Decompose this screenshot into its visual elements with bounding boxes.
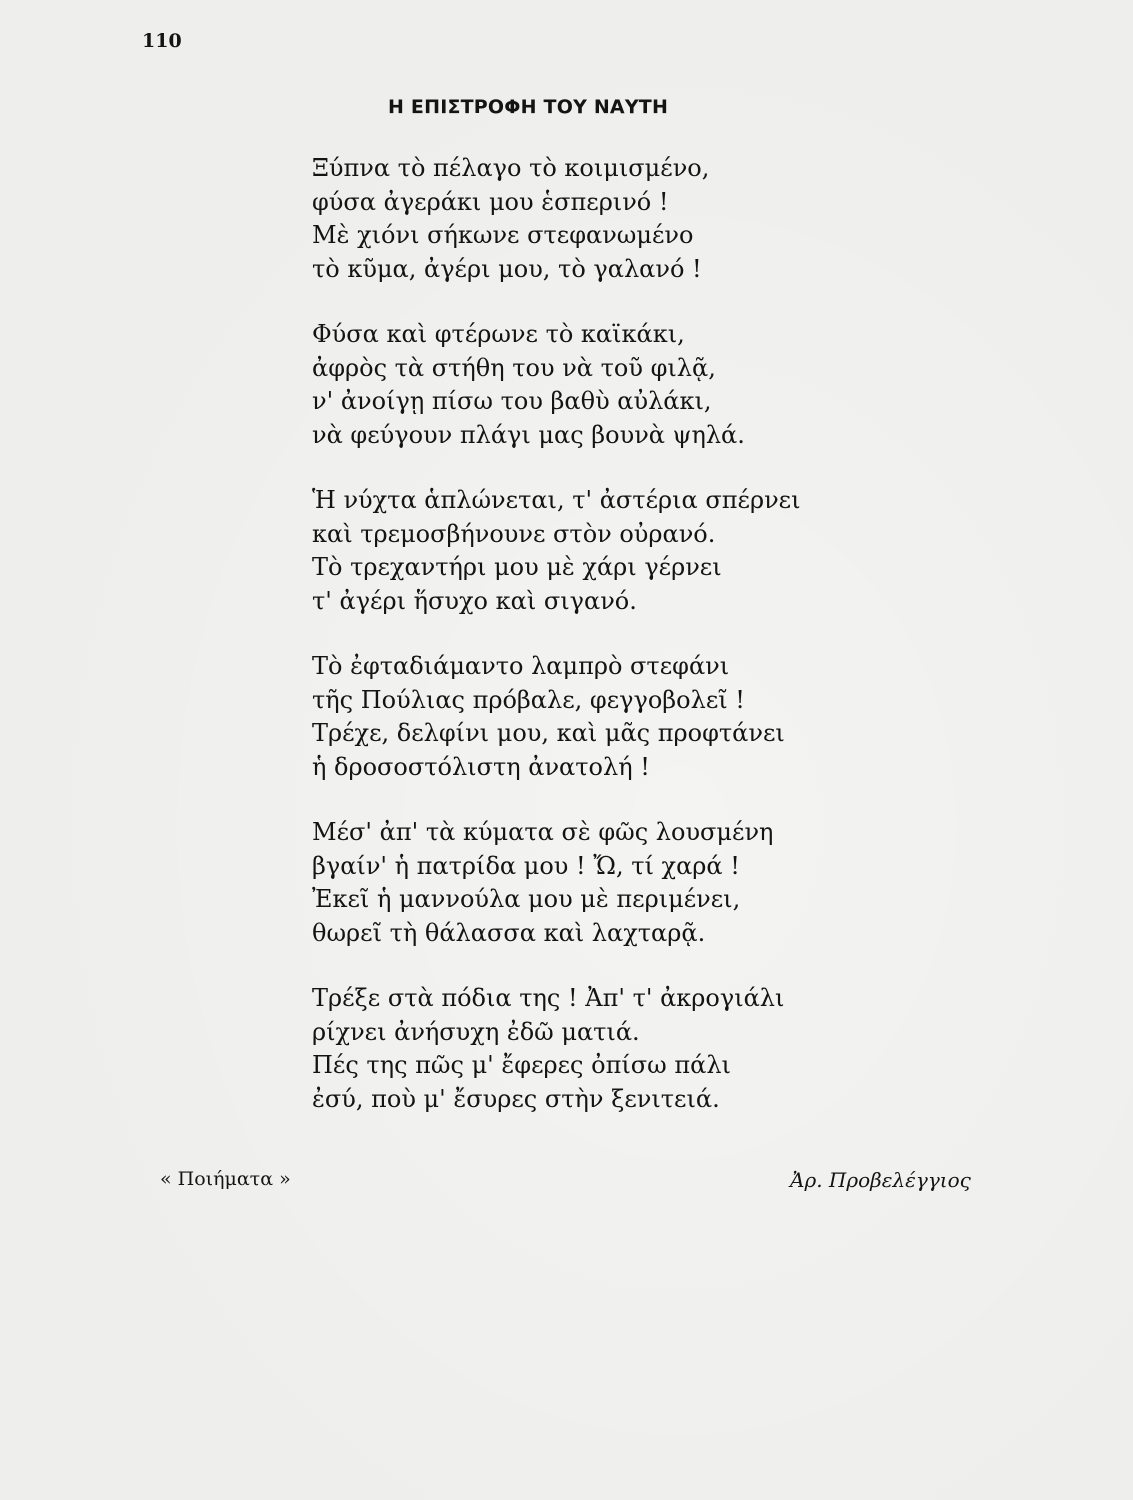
poem-line: τῆς Πούλιας πρόβαλε, φεγγοβολεῖ ! <box>312 685 745 714</box>
poem-line: νὰ φεύγουν πλάγι μας βουνὰ ψηλά. <box>312 420 745 449</box>
poem-line: ρίχνει ἀνήσυχη ἐδῶ ματιά. <box>312 1017 640 1046</box>
poem-line: θωρεῖ τὴ θάλασσα καὶ λαχταρᾷ. <box>312 918 706 947</box>
stanza-3 <box>312 484 1012 618</box>
poem-line: φύσα ἀγεράκι μου ἑσπερινό ! <box>312 187 669 216</box>
poem-line: τὸ κῦμα, ἀγέρι μου, τὸ γαλανό ! <box>312 254 702 283</box>
poem-line: ἡ δροσοστόλιστη ἀνατολή ! <box>312 752 650 781</box>
stanza-1 <box>312 152 1012 286</box>
page-number: 110 <box>142 30 182 52</box>
poem-line: Φύσα καὶ φτέρωνε τὸ καϊκάκι, <box>312 320 685 348</box>
poem-line: Τὸ ἐφταδιάμαντο λαμπρὸ στεφάνι <box>312 652 730 680</box>
poem-line: Μέσ' ἀπ' τὰ κύματα σὲ φῶς λουσμένη <box>312 818 774 846</box>
poem-line: βγαίν' ἡ πατρίδα μου ! Ὤ, τί χαρά ! <box>312 851 740 880</box>
poem-line: Πές της πῶς μ' ἔφερες ὀπίσω πάλι <box>312 1051 731 1079</box>
stanza-6 <box>312 982 1012 1116</box>
stanza-2 <box>312 318 1012 452</box>
poem-body <box>312 152 1012 1148</box>
poem-line: τ' ἀγέρι ἥσυχο καὶ σιγανό. <box>312 586 637 615</box>
poem-line: Ἐκεῖ ἡ μαννούλα μου μὲ περιμένει, <box>312 885 741 913</box>
poem-line: Ξύπνα τὸ πέλαγο τὸ κοιμισμένο, <box>312 154 710 182</box>
poem-line: ἀφρὸς τὰ στήθη του νὰ τοῦ φιλᾷ, <box>312 353 716 382</box>
stanza-5 <box>312 816 1012 950</box>
poem-line: Μὲ χιόνι σήκωνε στεφανωμένο <box>312 221 694 249</box>
poem-line: ν' ἀνοίγῃ πίσω του βαθὺ αὐλάκι, <box>312 387 712 415</box>
poem-author: Ἀρ. Προβελέγγιος <box>790 1168 971 1192</box>
stanza-4 <box>312 650 1012 784</box>
poem-line: Τὸ τρεχαντήρι μου μὲ χάρι γέρνει <box>312 553 722 581</box>
poem-source: « Ποιήματα » <box>160 1168 291 1190</box>
poem-line: καὶ τρεμοσβήνουνε στὸν οὐρανό. <box>312 519 716 548</box>
poem-title: Η ΕΠΙΣΤΡΟΦΗ ΤΟΥ ΝΑΥΤΗ <box>388 96 669 118</box>
poem-line: Τρέξε στὰ πόδια της ! Ἀπ' τ' ἀκρογιάλι <box>312 984 785 1012</box>
poem-line: ἐσύ, ποὺ μ' ἔσυρες στὴν ξενιτειά. <box>312 1084 720 1113</box>
poem-line: Ἡ νύχτα ἁπλώνεται, τ' ἀστέρια σπέρνει <box>312 486 801 514</box>
poem-line: Τρέχε, δελφίνι μου, καὶ μᾶς προφτάνει <box>312 719 785 747</box>
